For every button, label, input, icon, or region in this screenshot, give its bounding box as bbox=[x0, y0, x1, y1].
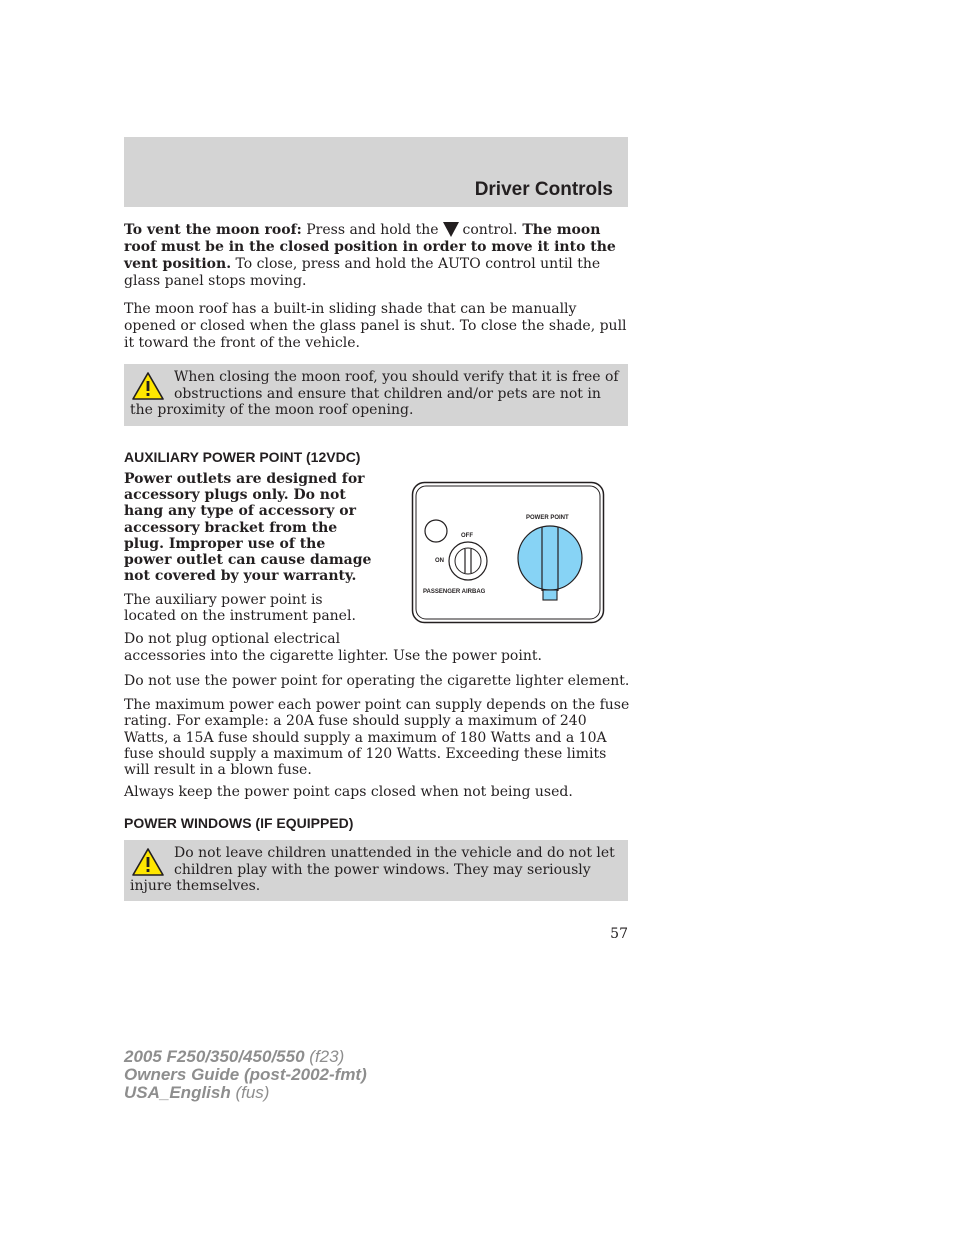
moonroof-shade-paragraph: The moon roof has a built-in sliding shade that can be manually opened or closed when the glass panel is shut. To close the shade, pull it toward the front of the vehicle. bbox=[124, 301, 627, 351]
caps-paragraph: Always keep the power point caps closed when not being used. bbox=[124, 784, 573, 800]
down-arrow-icon bbox=[443, 222, 459, 237]
aux-power-location-paragraph: The auxiliary power point is located on the instrument panel. bbox=[124, 592, 356, 624]
label-power-point: POWER POINT bbox=[526, 515, 569, 521]
power-windows-heading: POWER WINDOWS (IF EQUIPPED) bbox=[124, 815, 354, 831]
page-number: 57 bbox=[610, 926, 628, 942]
lighter-element-paragraph: Do not use the power point for operating the cigarette lighter element. bbox=[124, 673, 630, 689]
power-point-cap-tab bbox=[543, 590, 557, 600]
aux-power-heading: AUXILIARY POWER POINT (12VDC) bbox=[124, 449, 361, 465]
aux-power-bold-warning: Power outlets are designed for accessory plugs only. Do not hang any type of accessory or accessory bracket from the plug. Improper use of the power outlet can cause damage not covered by your warranty. bbox=[124, 471, 372, 585]
label-on: ON bbox=[435, 558, 444, 564]
power-point-illustration bbox=[411, 481, 605, 624]
cigarette-lighter-paragraph: Do not plug optional electrical accessories into the cigarette lighter. Use the power point. bbox=[124, 631, 542, 664]
power-windows-warning-box bbox=[124, 840, 628, 901]
moonroof-warning-box bbox=[124, 364, 628, 426]
power-windows-warning-text: Do not leave children unattended in the vehicle and do not let children play with the power windows. They may seriously injure themselves. bbox=[130, 845, 615, 894]
label-passenger-airbag: PASSENGER AIRBAG bbox=[423, 589, 486, 595]
warning-triangle-icon bbox=[131, 371, 165, 401]
power-point-cap bbox=[518, 526, 582, 590]
section-title: Driver Controls bbox=[474, 179, 613, 200]
max-power-paragraph: The maximum power each power point can supply depends on the fuse rating. For example: a 20A fuse should supply a maximum of 240 Watts, a 15A fuse should supply a maximum of 180 Watts and a 10A fuse should supply a maximum of 120 Watts. Exceeding these limits will result in a blown fuse. bbox=[124, 697, 630, 779]
section-header-band bbox=[124, 137, 628, 207]
document-footer: 2005 F250/350/450/550 (f23) Owners Guide (post-2002-fmt) USA_English (fus) bbox=[124, 1047, 367, 1102]
label-off: OFF bbox=[461, 533, 473, 539]
moonroof-warning-text: When closing the moon roof, you should verify that it is free of obstructions and ensure that children and/or pets are not in the proximity of the moon roof opening. bbox=[130, 369, 619, 418]
vent-lead: To vent the moon roof: bbox=[124, 222, 302, 238]
moonroof-vent-paragraph: To vent the moon roof: Press and hold the control. The moon roof must be in the closed position in order to move it into the vent position. To close, press and hold the AUTO control until the glass panel stops moving. bbox=[124, 222, 616, 289]
airbag-indicator-lamp bbox=[425, 520, 447, 542]
warning-triangle-icon bbox=[131, 847, 165, 877]
airbag-switch-inner bbox=[455, 548, 481, 574]
